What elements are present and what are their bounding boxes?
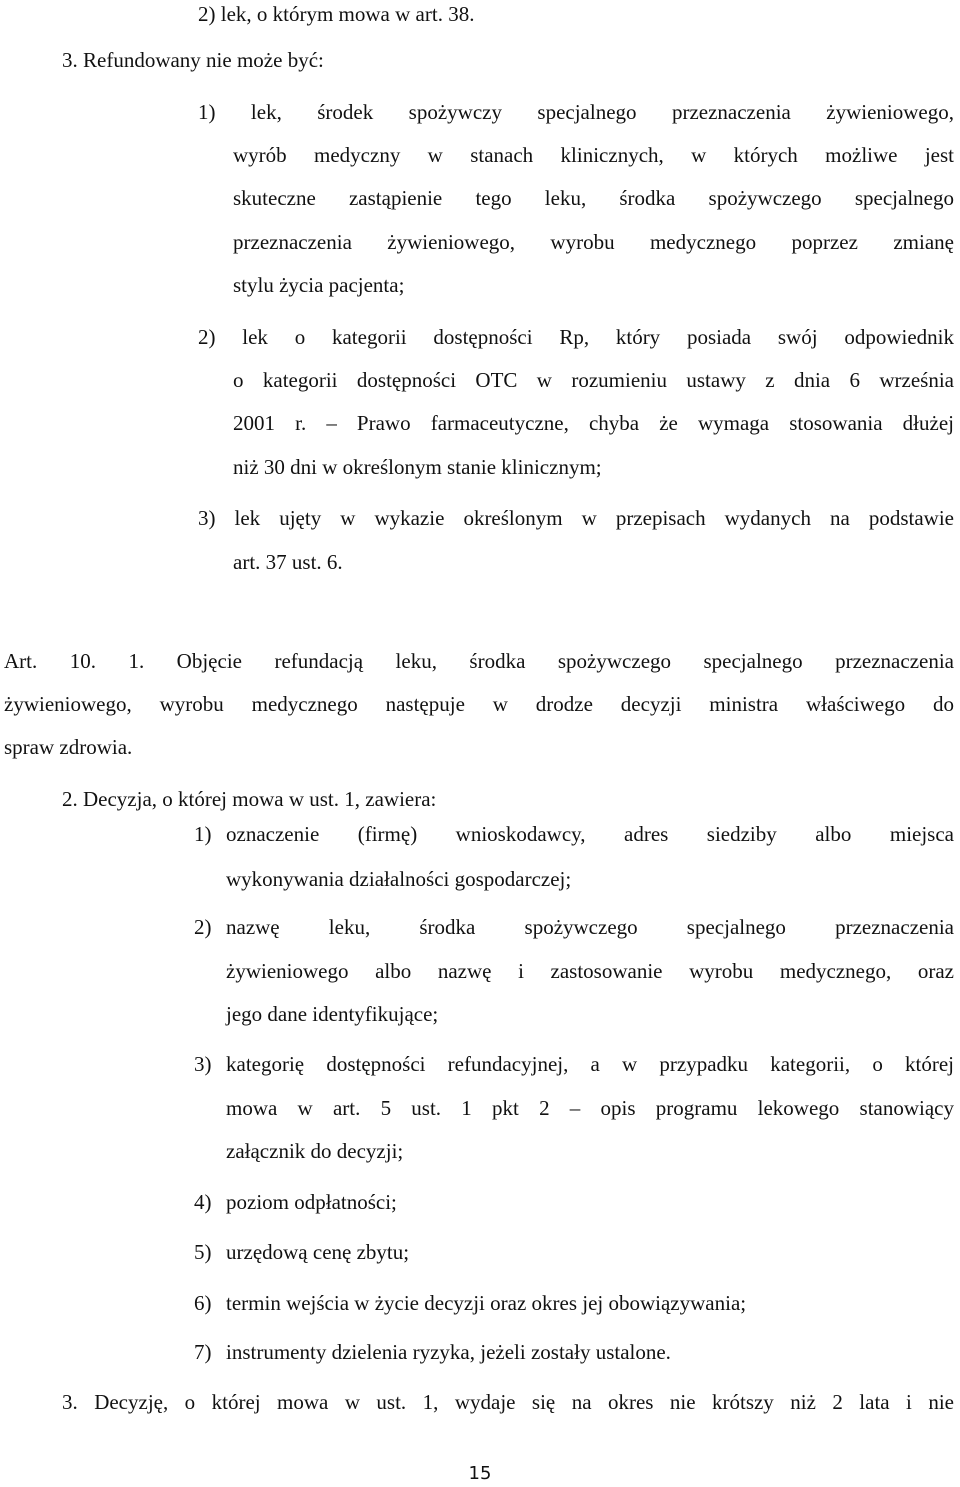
p3-item-3-line-2: art. 37 ust. 6. [233, 550, 343, 574]
list-item-6-line-1: termin wejścia w życie decyzji oraz okres jej obowiązywania; [226, 1291, 747, 1315]
list-item-1-line-1: oznaczenie (firmę) wnioskodawcy, adres siedziby albo miejsca [226, 822, 954, 846]
p3-item-1-line-1: 1) lek, środek spożywczy specjalnego przeznaczenia żywieniowego, [198, 100, 954, 124]
art-10-paragraph-3: 3. Decyzję, o której mowa w ust. 1, wydaje się na okres nie krótszy niż 2 lata i nie [62, 1390, 954, 1414]
p3-item-2-line-1: 2) lek o kategorii dostępności Rp, który posiada swój odpowiednik [198, 325, 954, 349]
list-item-5-line-1: urzędową cenę zbytu; [226, 1240, 410, 1264]
p3-item-3-line-1: 3) lek ujęty w wykazie określonym w przepisach wydanych na podstawie [198, 506, 954, 530]
list-item-3-line-3: załącznik do decyzji; [226, 1139, 404, 1163]
paragraph-3-intro: 3. Refundowany nie może być: [62, 48, 324, 72]
list-item-1-line-2: wykonywania działalności gospodarczej; [226, 867, 572, 891]
list-item-5-number: 5) [194, 1240, 212, 1264]
list-item-7-number: 7) [194, 1340, 212, 1364]
p3-item-1-line-3: skuteczne zastąpienie tego leku, środka spożywczego specjalnego [233, 186, 954, 210]
p3-item-1-line-4: przeznaczenia żywieniowego, wyrobu medycznego poprzez zmianę [233, 230, 954, 254]
list-item-1-number: 1) [194, 822, 212, 846]
list-item-2-line-1: nazwę leku, środka spożywczego specjalnego przeznaczenia [226, 915, 954, 939]
art-10-line-3: spraw zdrowia. [4, 735, 133, 759]
list-item-3-number: 3) [194, 1052, 212, 1076]
p3-item-2-line-3: 2001 r. – Prawo farmaceutyczne, chyba że wymaga stosowania dłużej [233, 411, 954, 435]
list-item-6-number: 6) [194, 1291, 212, 1315]
p3-item-1-line-2: wyrób medyczny w stanach klinicznych, w których możliwe jest [233, 143, 954, 167]
list-item-3-line-1: kategorię dostępności refundacyjnej, a w przypadku kategorii, o której [226, 1052, 954, 1076]
list-item-2-line-3: jego dane identyfikujące; [226, 1002, 439, 1026]
art-10-paragraph-2: 2. Decyzja, o której mowa w ust. 1, zawiera: [62, 787, 437, 811]
page-number: 15 [468, 1463, 492, 1484]
art-10-line-1: Art. 10. 1. Objęcie refundacją leku, środka spożywczego specjalnego przeznaczenia [4, 649, 954, 673]
list-item-2-line-2: żywieniowego albo nazwę i zastosowanie wyrobu medycznego, oraz [226, 959, 954, 983]
list-item-2-number: 2) [194, 915, 212, 939]
list-item-4-line-1: poziom odpłatności; [226, 1190, 397, 1214]
item-2-top: 2) lek, o którym mowa w art. 38. [198, 2, 475, 26]
list-item-7-line-1: instrumenty dzielenia ryzyka, jeżeli zostały ustalone. [226, 1340, 671, 1364]
list-item-3-line-2: mowa w art. 5 ust. 1 pkt 2 – opis programu lekowego stanowiący [226, 1096, 954, 1120]
p3-item-1-line-5: stylu życia pacjenta; [233, 273, 405, 297]
p3-item-2-line-2: o kategorii dostępności OTC w rozumieniu ustawy z dnia 6 września [233, 368, 954, 392]
p3-item-2-line-4: niż 30 dni w określonym stanie klinicznym; [233, 455, 602, 479]
list-item-4-number: 4) [194, 1190, 212, 1214]
art-10-line-2: żywieniowego, wyrobu medycznego następuje w drodze decyzji ministra właściwego do [4, 692, 954, 716]
